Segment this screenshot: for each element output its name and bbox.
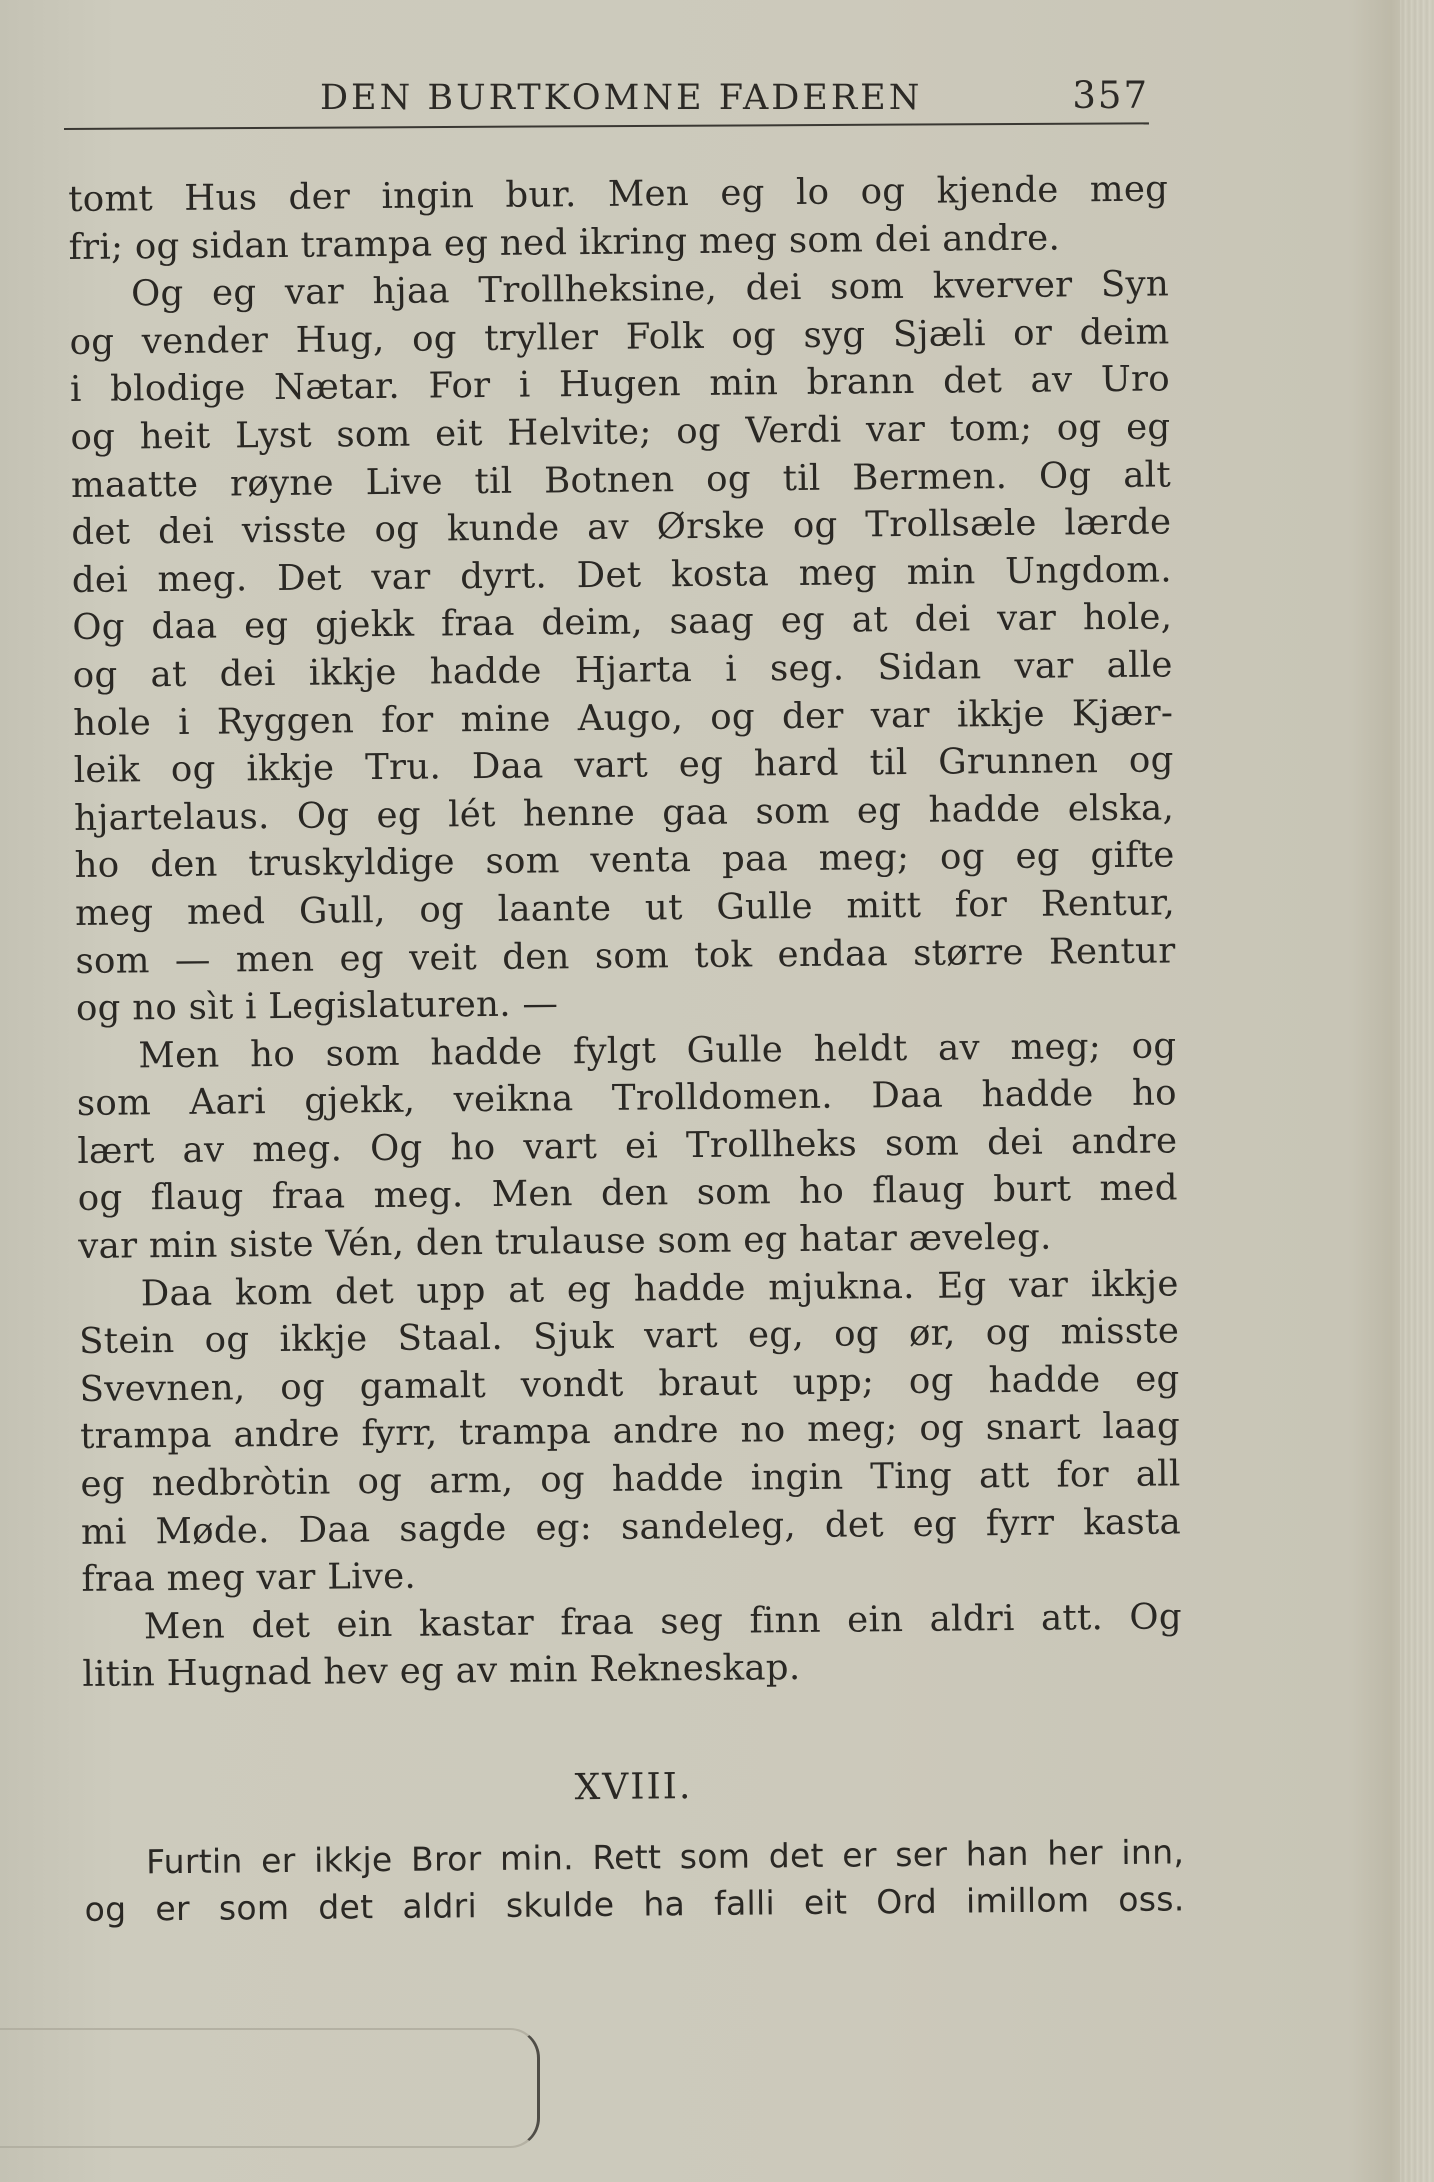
- text-line: og heit Lyst som eit Helvite; og Verdi var tom; og eg: [70, 406, 1171, 458]
- text-line: Furtin er ikkje Bror min. Rett som det er ser han her inn,: [145, 1831, 1185, 1881]
- text-line: Men det ein kastar fraa seg finn ein aldri att. Og: [143, 1596, 1183, 1648]
- page-tab-mark: [0, 2028, 540, 2148]
- text-line: og no sìt i Legislaturen. —: [75, 983, 559, 1030]
- text-line: Men ho som hadde fylgt Gulle heldt av meg; og: [138, 1025, 1177, 1077]
- text-line: hjartelaus. Og eg lét henne gaa som eg hadde elska,: [73, 787, 1175, 839]
- body-text: [68, 165, 1185, 1933]
- text-line: dei meg. Det var dyrt. Det kosta meg min Ungdom.: [71, 549, 1173, 601]
- section-heading: XVIII.: [574, 1766, 693, 1809]
- header-rule: [64, 122, 1149, 130]
- page-number: 357: [1072, 74, 1149, 117]
- text-line: i blodige Nætar. For i Hugen min brann det av Uro: [69, 358, 1171, 411]
- text-line: lært av meg. Og ho vart ei Trollheks som dei andre: [77, 1120, 1178, 1172]
- text-line: hole i Ryggen for mine Augo, og der var ikkje Kjær-: [73, 691, 1174, 744]
- text-line: meg med Gull, og laante ut Gulle mitt for Rentur,: [74, 882, 1176, 934]
- text-line: eg nedbròtin og arm, og hadde ingin Ting att for all: [80, 1453, 1181, 1505]
- text-line: som Aari gjekk, veikna Trolldomen. Daa hadde ho: [76, 1072, 1178, 1125]
- text-line: ho den truskyldige som venta paa meg; og eg gifte: [74, 834, 1175, 887]
- text-line: fri; og sidan trampa eg ned ikring meg som dei andre.: [68, 217, 1061, 268]
- text-line: maatte røyne Live til Botnen og til Bermen. Og alt: [70, 453, 1172, 506]
- text-line: trampa andre fyrr, trampa andre no meg; og snart laag: [79, 1405, 1181, 1458]
- text-line: og at dei ikkje hadde Hjarta i seg. Sidan var alle: [72, 644, 1173, 696]
- text-line: var min siste Vén, den trulause som eg hatar æveleg.: [78, 1216, 1052, 1268]
- main-paragraphs: [68, 165, 1183, 1698]
- text-line: Og eg var hjaa Trollheksine, dei som kverver Syn: [130, 263, 1170, 315]
- text-line: Stein og ikkje Staal. Sjuk vart eg, og ør, og misste: [78, 1310, 1180, 1363]
- text-line: mi Møde. Daa sagde eg: sandeleg, det eg fyrr kasta: [80, 1501, 1182, 1553]
- running-title: DEN BURTKOMNE FADEREN: [320, 78, 923, 118]
- text-line: Og daa eg gjekk fraa deim, saag eg at dei var hole,: [72, 596, 1173, 649]
- text-line: fraa meg var Live.: [81, 1555, 417, 1601]
- text-line: og vender Hug, og tryller Folk og syg Sjæli or deim: [69, 311, 1170, 363]
- text-line: det dei visste og kunde av Ørske og Trollsæle lærde: [71, 501, 1172, 554]
- text-line: Svevnen, og gamalt vondt braut upp; og hadde eg: [79, 1358, 1180, 1410]
- section-paragraphs: [84, 1828, 1185, 1934]
- page-header: [64, 72, 1149, 132]
- page-edge: [1400, 0, 1434, 2182]
- text-line: litin Hugnad hev eg av min Rekneskap.: [82, 1647, 801, 1696]
- text-line: leik og ikkje Tru. Daa vart eg hard til Grunnen og: [73, 739, 1174, 792]
- text-line: tomt Hus der ingin bur. Men eg lo og kjende meg: [68, 168, 1169, 220]
- text-line: og flaug fraa meg. Men den som ho flaug burt med: [77, 1167, 1178, 1220]
- text-line: og er som det aldri skulde ha falli eit Ord imillom oss.: [84, 1879, 1185, 1930]
- text-line: Daa kom det upp at eg hadde mjukna. Eg var ikkje: [140, 1263, 1179, 1315]
- text-line: som — men eg veit den som tok endaa større Rentur: [75, 929, 1176, 982]
